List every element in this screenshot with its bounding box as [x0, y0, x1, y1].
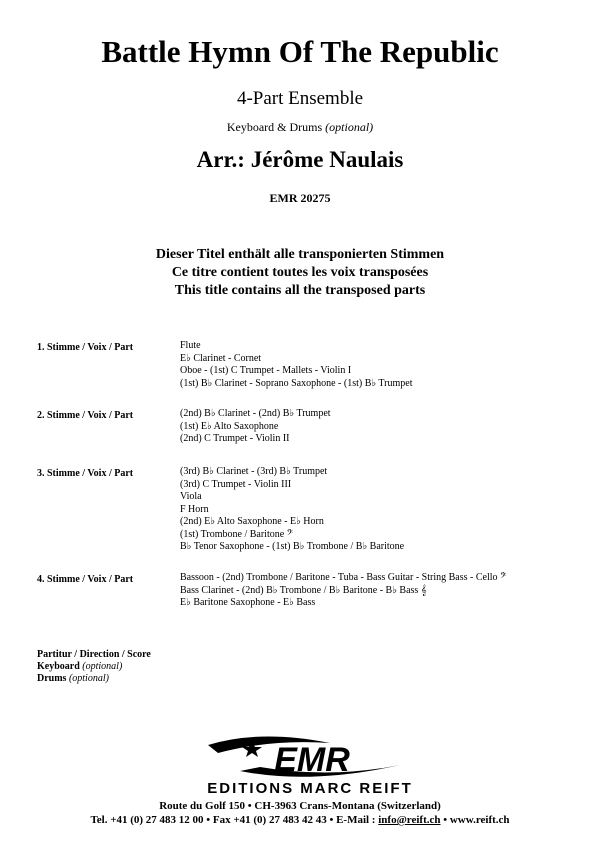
instrument-line: Flute — [180, 340, 201, 351]
drums-line — [37, 673, 151, 685]
extra-parts-list — [37, 649, 151, 685]
instrument-line: E♭ Baritone Saxophone - E♭ Bass — [180, 597, 316, 608]
instrument-line: (3rd) C Trumpet - Violin III — [180, 478, 292, 490]
contact-phone-fax: Tel. +41 (0) 27 483 12 00 • Fax +41 (0) 27 483 42 43 • E-Mail : — [90, 814, 379, 826]
part-3-instruments — [180, 466, 404, 554]
instrument-line: Bass Clarinet - (2nd) B♭ Trombone / B♭ Baritone - B♭ Bass 𝄞 — [180, 584, 427, 596]
score-label: Partitur / Direction / Score — [37, 649, 151, 660]
arranger: Arr.: Jérôme Naulais — [196, 147, 404, 172]
instrument-line: (2nd) B♭ Clarinet - (2nd) B♭ Trumpet — [180, 408, 331, 419]
instrumentation-line — [0, 120, 600, 134]
publisher-name: EDITIONS MARC REIFT — [207, 780, 413, 797]
catalog-number: EMR 20275 — [269, 191, 331, 205]
drums-label: Drums — [37, 673, 67, 684]
keyboard-label: Keyboard — [37, 661, 80, 672]
part-2-label: 2. Stimme / Voix / Part — [37, 410, 134, 421]
instrument-line: (1st) E♭ Alto Saxophone — [180, 420, 279, 432]
website-text: • www.reift.ch — [440, 814, 510, 826]
part-2-instruments — [180, 408, 331, 446]
emr-logo — [200, 735, 420, 797]
instrument-line: F Horn — [180, 503, 209, 515]
part-1-label: 1. Stimme / Voix / Part — [37, 342, 134, 353]
instrument-line: (2nd) E♭ Alto Saxophone - E♭ Horn — [180, 516, 324, 527]
notice-line-en: This title contains all the transposed parts — [174, 283, 426, 298]
part-4-label: 4. Stimme / Voix / Part — [37, 574, 134, 585]
score-title: Battle Hymn Of The Republic — [101, 34, 499, 69]
keyboard-line — [37, 661, 151, 673]
instrument-line: Viola — [180, 491, 202, 502]
instrument-line: (2nd) C Trumpet - Violin II — [180, 433, 290, 444]
notice-line-fr: Ce titre contient toutes les voix transposées — [171, 265, 429, 280]
ensemble-subtitle: 4-Part Ensemble — [236, 88, 364, 109]
drums-optional: (optional) — [68, 673, 109, 684]
part-4-instruments — [180, 572, 506, 610]
instrument-line: E♭ Clarinet - Cornet — [180, 352, 262, 364]
publisher-contact — [0, 814, 600, 827]
keyboard-optional: (optional) — [82, 661, 123, 672]
transposed-parts-notice — [0, 246, 600, 300]
instrument-line: Oboe - (1st) C Trumpet - Mallets - Violin I — [180, 365, 352, 376]
instrumentation-text: Keyboard & Drums — [226, 120, 323, 134]
logo-mark: EMR — [274, 741, 350, 779]
instrument-line: (1st) B♭ Clarinet - Soprano Saxophone - (1st) B♭ Trumpet — [180, 377, 413, 389]
instrument-line: (3rd) B♭ Clarinet - (3rd) B♭ Trumpet — [180, 466, 328, 477]
publisher-address: Route du Golf 150 • CH-3963 Crans-Montana (Switzerland) — [159, 800, 441, 812]
instrument-line: B♭ Tenor Saxophone - (1st) B♭ Trombone / B♭ Baritone — [180, 541, 405, 552]
instrumentation-optional: (optional) — [325, 120, 374, 134]
part-1-instruments — [180, 340, 412, 390]
part-3-label: 3. Stimme / Voix / Part — [37, 468, 134, 479]
email-link[interactable]: info@reift.ch — [378, 814, 441, 826]
instrument-line: Bassoon - (2nd) Trombone / Baritone - Tuba - Bass Guitar - String Bass - Cello 𝄢 — [180, 572, 507, 583]
notice-line-de: Dieser Titel enthält alle transponierten Stimmen — [155, 247, 445, 262]
instrument-line: (1st) Trombone / Baritone 𝄢 — [180, 528, 294, 540]
